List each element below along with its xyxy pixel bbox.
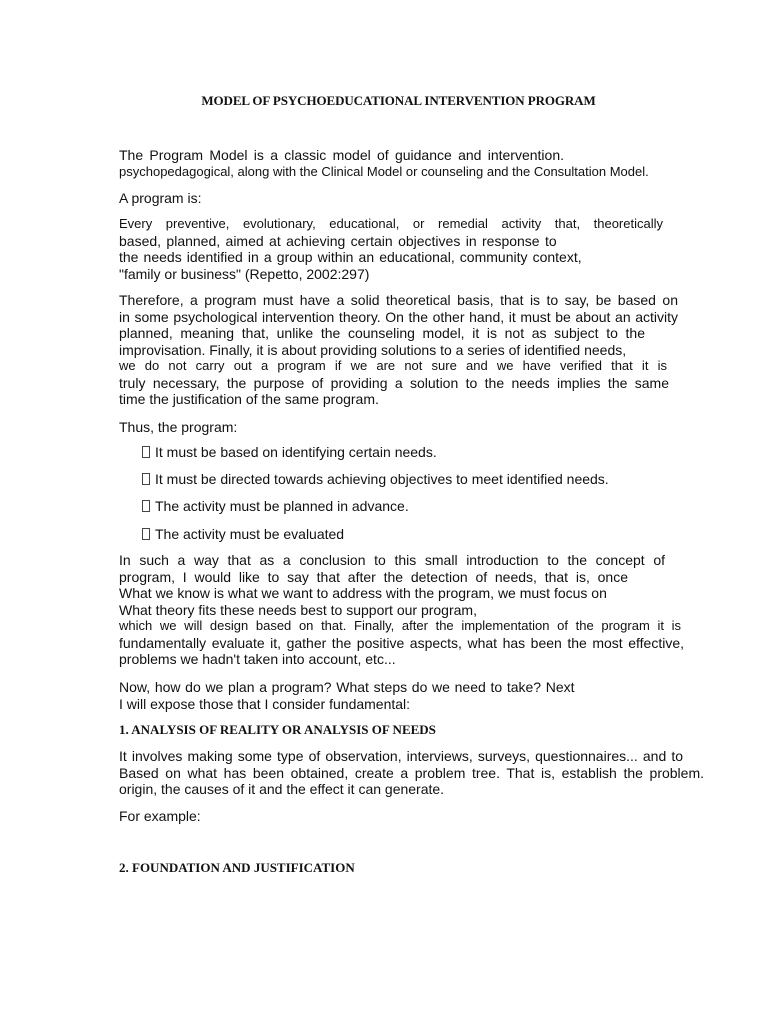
therefore-paragraph bbox=[119, 292, 678, 408]
thus-label: Thus, the program: bbox=[119, 419, 238, 435]
bullet-text: The activity must be evaluated bbox=[155, 526, 345, 542]
conclusion-line: which we will design based on that. Finally, after the implementation of the program it is bbox=[119, 618, 681, 633]
conclusion-line: What theory fits these needs best to support our program, bbox=[119, 601, 477, 618]
bullet-text: The activity must be planned in advance. bbox=[155, 498, 409, 514]
bullet-item bbox=[142, 526, 344, 542]
plan-line: Now, how do we plan a program? What steps do we need to take? Next bbox=[119, 679, 575, 695]
therefore-line: truly necessary, the purpose of providing a solution to the needs implies the same bbox=[119, 374, 669, 391]
conclusion-line: In such a way that as a conclusion to this small introduction to the concept of bbox=[119, 552, 665, 568]
conclusion-line: What we know is what we want to address with the program, we must focus on bbox=[119, 585, 607, 601]
conclusion-line: problems we hadn't taken into account, etc... bbox=[119, 651, 396, 667]
therefore-line: Therefore, a program must have a solid theoretical basis, that is to say, be based on bbox=[119, 292, 678, 308]
definition-line: Every preventive, evolutionary, educational, or remedial activity that, theoretically bbox=[119, 216, 663, 231]
bullet-box-icon bbox=[142, 473, 150, 485]
intro-paragraph bbox=[119, 147, 684, 180]
bullet-box-icon bbox=[142, 446, 150, 458]
bullet-item bbox=[142, 444, 437, 460]
bullet-box-icon bbox=[142, 500, 150, 512]
bullet-text: It must be directed towards achieving objectives to meet identified needs. bbox=[155, 471, 609, 487]
conclusion-paragraph bbox=[119, 552, 684, 668]
plan-paragraph bbox=[119, 679, 684, 712]
therefore-line: in some psychological intervention theory. On the other hand, it must be about an activity bbox=[119, 308, 678, 325]
definition-paragraph bbox=[119, 216, 663, 282]
section1-paragraph bbox=[119, 748, 704, 798]
intro-line: The Program Model is a classic model of guidance and intervention. bbox=[119, 147, 564, 163]
therefore-line: improvisation. Finally, it is about providing solutions to a series of identified needs, bbox=[119, 341, 627, 358]
document-title: MODEL OF PSYCHOEDUCATIONAL INTERVENTION PROGRAM bbox=[201, 93, 596, 108]
section1-line: origin, the causes of it and the effect it can generate. bbox=[119, 781, 445, 797]
conclusion-line: fundamentally evaluate it, gather the positive aspects, what has been the most effective, bbox=[119, 634, 684, 651]
for-example-label: For example: bbox=[119, 808, 201, 824]
bullet-text: It must be based on identifying certain needs. bbox=[155, 444, 437, 460]
section-heading-1: 1. ANALYSIS OF REALITY OR ANALYSIS OF NEEDS bbox=[119, 722, 436, 737]
therefore-line: planned, meaning that, unlike the counseling model, it is not as subject to the bbox=[119, 325, 645, 341]
conclusion-line: program, I would like to say that after the detection of needs, that is, once bbox=[119, 568, 628, 585]
section-heading-2: 2. FOUNDATION AND JUSTIFICATION bbox=[119, 860, 355, 875]
definition-line: based, planned, aimed at achieving certain objectives in response to bbox=[119, 232, 557, 249]
definition-line: the needs identified in a group within an educational, community context, bbox=[119, 249, 582, 265]
bullet-box-icon bbox=[142, 528, 150, 540]
bullet-item bbox=[142, 471, 609, 487]
section1-line: It involves making some type of observation, interviews, surveys, questionnaires... and to bbox=[119, 748, 683, 764]
therefore-line: time the justification of the same program. bbox=[119, 391, 379, 407]
bullet-item bbox=[142, 498, 409, 514]
intro-line: psychopedagogical, along with the Clinical Model or counseling and the Consultation Model. bbox=[119, 163, 649, 179]
plan-line: I will expose those that I consider fundamental: bbox=[119, 695, 411, 712]
program-is-label: A program is: bbox=[119, 190, 202, 206]
section1-line: Based on what has been obtained, create a problem tree. That is, establish the problem. bbox=[119, 764, 704, 781]
definition-line: "family or business" (Repetto, 2002:297) bbox=[119, 265, 370, 282]
therefore-line: we do not carry out a program if we are not sure and we have verified that it is bbox=[119, 358, 667, 373]
